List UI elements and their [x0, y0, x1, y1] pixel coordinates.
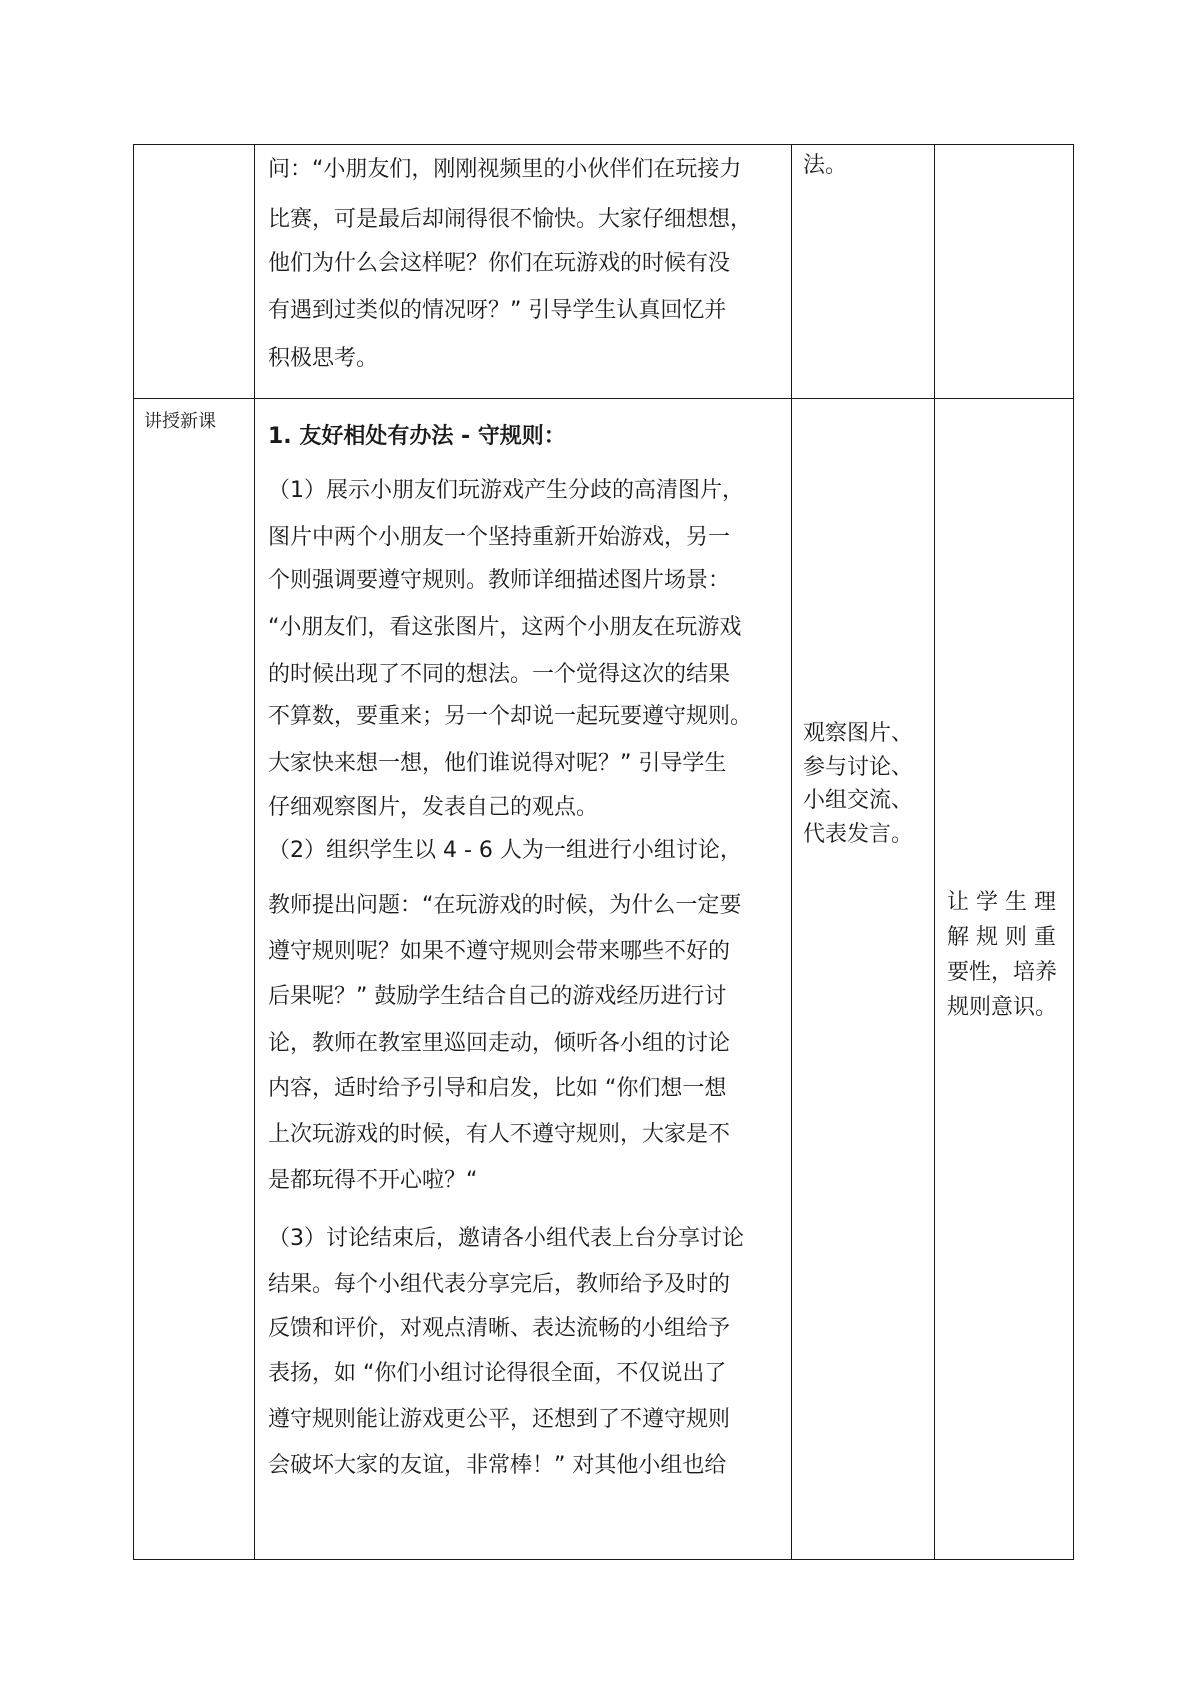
text-line: 规则意识。 [947, 995, 1058, 1020]
text-line: 论，教师在教室里巡回走动，倾听各小组的讨论 [268, 1031, 731, 1056]
text-line: 仔细观察图片，发表自己的观点。 [268, 795, 599, 820]
text-line: 后果呢？” 鼓励学生结合自己的游戏经历进行讨 [268, 984, 727, 1009]
text-line: 遵守规则呢？如果不遵守规则会带来哪些不好的 [268, 939, 731, 964]
lesson-plan-table [133, 144, 1074, 1560]
text-line: 表扬，如 “你们小组讨论得很全面，不仅说出了 [268, 1361, 727, 1386]
text-line: 有遇到过类似的情况呀？” 引导学生认真回忆并 [268, 298, 727, 323]
text-line: 图片中两个小朋友一个坚持重新开始游戏，另一 [268, 525, 731, 550]
text-line: 积极思考。 [268, 346, 379, 371]
text-line: （1）展示小朋友们玩游戏产生分歧的高清图片， [268, 478, 744, 503]
text-line: 遵守规则能让游戏更公平，还想到了不遵守规则 [268, 1407, 731, 1432]
text-line: “小朋友们，看这张图片，这两个小朋友在玩游戏 [268, 615, 742, 640]
text-line: （3）讨论结束后，邀请各小组代表上台分享讨论 [268, 1226, 744, 1251]
text-line: 法。 [803, 153, 848, 178]
teacher-activity-cell [268, 144, 788, 398]
text-line: 他们为什么会这样呢？你们在玩游戏的时候有没 [268, 251, 731, 276]
column-divider [791, 144, 792, 1560]
text-line: 教师提出问题：“在玩游戏的时候，为什么一定要 [268, 893, 742, 918]
text-line: 参与讨论、 [803, 755, 914, 780]
text-line: 比赛，可是最后却闹得很不愉快。大家仔细想想， [268, 207, 753, 232]
table-bottom-border [133, 1559, 1074, 1560]
text-line: 解 规 则 重 [947, 925, 1056, 950]
text-line: （2）组织学生以 4 - 6 人为一组进行小组讨论， [268, 838, 742, 863]
text-line: 观察图片、 [803, 721, 914, 746]
column-divider [934, 144, 935, 1560]
column-divider [254, 144, 255, 1560]
text-line: 代表发言。 [803, 822, 914, 847]
text-line: 问：“小朋友们，刚刚视频里的小伙伴们在玩接力 [268, 157, 742, 182]
text-line: 是都玩得不开心啦？“ [268, 1168, 478, 1193]
section-heading: 1. 友好相处有办法 - 守规则： [268, 424, 566, 449]
design-intent-cell [947, 399, 1071, 1559]
text-line: 的时候出现了不同的想法。一个觉得这次的结果 [268, 662, 731, 687]
text-line: 上次玩游戏的时候，有人不遵守规则，大家是不 [268, 1122, 731, 1147]
teacher-activity-cell [268, 399, 788, 1559]
text-line: 要性，培养 [947, 960, 1058, 985]
student-activity-cell [803, 399, 931, 1559]
text-line: 小组交流、 [803, 788, 914, 813]
student-activity-cell [803, 144, 931, 398]
text-line: 让 学 生 理 [947, 890, 1056, 915]
table-left-border [133, 144, 134, 1560]
text-line: 不算数，要重来；另一个却说一起玩要遵守规则。 [268, 704, 753, 729]
stage-label: 讲授新课 [144, 411, 216, 432]
text-line: 结果。每个小组代表分享完后，教师给予及时的 [268, 1272, 731, 1297]
text-line: 反馈和评价，对观点清晰、表达流畅的小组给予 [268, 1316, 731, 1341]
table-right-border [1073, 144, 1074, 1560]
text-line: 个则强调要遵守规则。教师详细描述图片场景： [268, 568, 731, 593]
text-line: 会破坏大家的友谊，非常棒！” 对其他小组也给 [268, 1453, 727, 1478]
text-line: 内容，适时给予引导和启发，比如 “你们想一想 [268, 1076, 727, 1101]
text-line: 大家快来想一想，他们谁说得对呢？” 引导学生 [268, 751, 727, 776]
